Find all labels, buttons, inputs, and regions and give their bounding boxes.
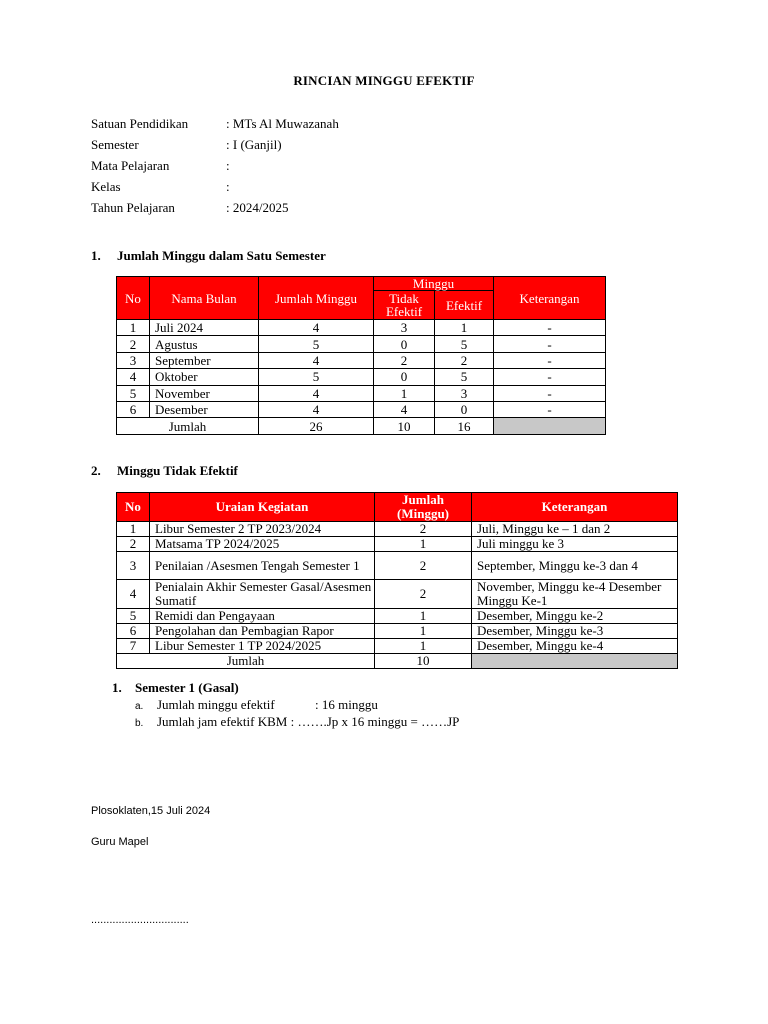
info-row-tahun bbox=[91, 197, 491, 218]
info-label: Satuan Pendidikan bbox=[91, 116, 189, 131]
total-jumlah: 26 bbox=[259, 418, 374, 434]
table-row bbox=[117, 369, 606, 385]
info-value: : bbox=[226, 179, 230, 194]
cell-ket: Desember, Minggu ke-2 bbox=[472, 609, 678, 624]
semester-item-b bbox=[135, 714, 459, 730]
item-marker: b. bbox=[135, 718, 144, 729]
cell-uraian: Matsama TP 2024/2025 bbox=[150, 537, 375, 552]
section1-title: Jumlah Minggu dalam Satu Semester bbox=[117, 248, 326, 263]
cell-ket: - bbox=[494, 385, 606, 401]
cell-jumlah: 2 bbox=[375, 580, 472, 609]
table-header bbox=[117, 493, 678, 522]
cell-jumlah: 4 bbox=[259, 401, 374, 417]
header-jumlah-minggu: Jumlah Minggu bbox=[259, 277, 374, 320]
cell-ket: - bbox=[494, 369, 606, 385]
total-row bbox=[117, 418, 606, 434]
header-no: No bbox=[117, 277, 150, 320]
cell-ket: - bbox=[494, 336, 606, 352]
cell-no: 3 bbox=[117, 352, 150, 368]
header-keterangan: Keterangan bbox=[472, 493, 678, 522]
table-row bbox=[117, 522, 678, 537]
cell-tidak: 0 bbox=[374, 369, 435, 385]
cell-no: 5 bbox=[117, 609, 150, 624]
cell-tidak: 4 bbox=[374, 401, 435, 417]
cell-jumlah: 5 bbox=[259, 336, 374, 352]
cell-ket: Juli minggu ke 3 bbox=[472, 537, 678, 552]
section2-number: 2. bbox=[91, 463, 101, 478]
table-row bbox=[117, 609, 678, 624]
header-nama-bulan: Nama Bulan bbox=[150, 277, 259, 320]
cell-jumlah: 2 bbox=[375, 522, 472, 537]
header-no: No bbox=[117, 493, 150, 522]
info-row-satuan bbox=[91, 113, 491, 134]
cell-efektif: 1 bbox=[435, 320, 494, 336]
cell-no: 4 bbox=[117, 580, 150, 609]
item-label: Jumlah minggu efektif bbox=[157, 697, 275, 712]
table-row bbox=[117, 537, 678, 552]
cell-jumlah: 1 bbox=[375, 537, 472, 552]
section2-heading bbox=[91, 463, 238, 479]
table-row bbox=[117, 401, 606, 417]
info-row-semester bbox=[91, 134, 491, 155]
place-date: Plosoklaten,15 Juli 2024 bbox=[91, 805, 211, 817]
total-efektif: 16 bbox=[435, 418, 494, 434]
cell-no: 5 bbox=[117, 385, 150, 401]
cell-bulan: Juli 2024 bbox=[150, 320, 259, 336]
cell-bulan: November bbox=[150, 385, 259, 401]
cell-bulan: September bbox=[150, 352, 259, 368]
item-marker: a. bbox=[135, 701, 144, 712]
table-row bbox=[117, 639, 678, 654]
header-tidak-efektif: Tidak Efektif bbox=[374, 291, 435, 320]
cell-jumlah: 2 bbox=[375, 552, 472, 580]
cell-ket: Desember, Minggu ke-3 bbox=[472, 624, 678, 639]
table-row bbox=[117, 580, 678, 609]
info-label: Tahun Pelajaran bbox=[91, 200, 175, 215]
cell-jumlah: 4 bbox=[259, 320, 374, 336]
cell-uraian: Penilaian /Asesmen Tengah Semester 1 bbox=[150, 552, 375, 580]
header-keterangan: Keterangan bbox=[494, 277, 606, 320]
cell-ket: - bbox=[494, 401, 606, 417]
cell-no: 6 bbox=[117, 624, 150, 639]
cell-bulan: Agustus bbox=[150, 336, 259, 352]
cell-jumlah: 1 bbox=[375, 609, 472, 624]
table-row bbox=[117, 336, 606, 352]
info-value: : bbox=[226, 158, 230, 173]
header-uraian: Uraian Kegiatan bbox=[150, 493, 375, 522]
cell-uraian: Penialain Akhir Semester Gasal/Asesmen Sumatif bbox=[150, 580, 375, 609]
weeks-table bbox=[116, 276, 606, 435]
info-value: : 2024/2025 bbox=[226, 200, 289, 215]
section1-heading bbox=[91, 248, 326, 264]
cell-bulan: Oktober bbox=[150, 369, 259, 385]
cell-tidak: 0 bbox=[374, 336, 435, 352]
info-row-kelas bbox=[91, 176, 491, 197]
document-title: RINCIAN MINGGU EFEKTIF bbox=[293, 73, 475, 88]
cell-ket: Juli, Minggu ke – 1 dan 2 bbox=[472, 522, 678, 537]
info-value: : I (Ganjil) bbox=[226, 137, 282, 152]
semester-heading bbox=[112, 680, 239, 696]
section1-number: 1. bbox=[91, 248, 101, 263]
item-value: : 16 minggu bbox=[315, 697, 378, 712]
cell-ket: September, Minggu ke-3 dan 4 bbox=[472, 552, 678, 580]
cell-ket: Desember, Minggu ke-4 bbox=[472, 639, 678, 654]
cell-no: 6 bbox=[117, 401, 150, 417]
cell-uraian: Libur Semester 1 TP 2024/2025 bbox=[150, 639, 375, 654]
total-keterangan-shaded bbox=[494, 418, 606, 434]
semester-title: Semester 1 (Gasal) bbox=[135, 680, 239, 695]
cell-tidak: 2 bbox=[374, 352, 435, 368]
cell-uraian: Remidi dan Pengayaan bbox=[150, 609, 375, 624]
cell-uraian: Libur Semester 2 TP 2023/2024 bbox=[150, 522, 375, 537]
info-value: : MTs Al Muwazanah bbox=[226, 116, 339, 131]
header-jumlah: Jumlah (Minggu) bbox=[375, 493, 472, 522]
signer-role: Guru Mapel bbox=[91, 836, 149, 848]
identity-block bbox=[91, 113, 491, 218]
cell-efektif: 2 bbox=[435, 352, 494, 368]
info-label: Mata Pelajaran bbox=[91, 158, 170, 173]
cell-no: 2 bbox=[117, 537, 150, 552]
cell-jumlah: 4 bbox=[259, 385, 374, 401]
cell-efektif: 5 bbox=[435, 369, 494, 385]
semester-item-a bbox=[135, 697, 378, 713]
info-row-mapel bbox=[91, 155, 491, 176]
total-label: Jumlah bbox=[117, 654, 375, 669]
table-row bbox=[117, 385, 606, 401]
cell-no: 4 bbox=[117, 369, 150, 385]
cell-tidak: 3 bbox=[374, 320, 435, 336]
total-jumlah: 10 bbox=[375, 654, 472, 669]
info-label: Kelas bbox=[91, 179, 121, 194]
cell-uraian: Pengolahan dan Pembagian Rapor bbox=[150, 624, 375, 639]
header-efektif: Efektif bbox=[435, 291, 494, 320]
cell-efektif: 3 bbox=[435, 385, 494, 401]
cell-jumlah: 1 bbox=[375, 639, 472, 654]
item-label: Jumlah jam efektif KBM : …….Jp x 16 minggu = ……JP bbox=[157, 714, 460, 729]
cell-efektif: 5 bbox=[435, 336, 494, 352]
cell-jumlah: 1 bbox=[375, 624, 472, 639]
cell-no: 2 bbox=[117, 336, 150, 352]
semester-number: 1. bbox=[112, 680, 122, 695]
cell-efektif: 0 bbox=[435, 401, 494, 417]
table-row bbox=[117, 320, 606, 336]
signature-line: ................................ bbox=[91, 914, 189, 926]
cell-no: 3 bbox=[117, 552, 150, 580]
table-row bbox=[117, 552, 678, 580]
table-row bbox=[117, 624, 678, 639]
cell-jumlah: 4 bbox=[259, 352, 374, 368]
non-effective-weeks-table bbox=[116, 492, 678, 669]
total-tidak: 10 bbox=[374, 418, 435, 434]
total-label: Jumlah bbox=[117, 418, 259, 434]
cell-no: 1 bbox=[117, 522, 150, 537]
cell-jumlah: 5 bbox=[259, 369, 374, 385]
cell-no: 1 bbox=[117, 320, 150, 336]
total-keterangan-shaded bbox=[472, 654, 678, 669]
cell-no: 7 bbox=[117, 639, 150, 654]
info-label: Semester bbox=[91, 137, 139, 152]
section2-title: Minggu Tidak Efektif bbox=[117, 463, 238, 478]
cell-ket: - bbox=[494, 320, 606, 336]
total-row bbox=[117, 654, 678, 669]
cell-bulan: Desember bbox=[150, 401, 259, 417]
cell-ket: November, Minggu ke-4 Desember Minggu Ke-1 bbox=[472, 580, 678, 609]
table-row bbox=[117, 352, 606, 368]
cell-tidak: 1 bbox=[374, 385, 435, 401]
cell-ket: - bbox=[494, 352, 606, 368]
header-minggu: Minggu bbox=[374, 277, 494, 291]
